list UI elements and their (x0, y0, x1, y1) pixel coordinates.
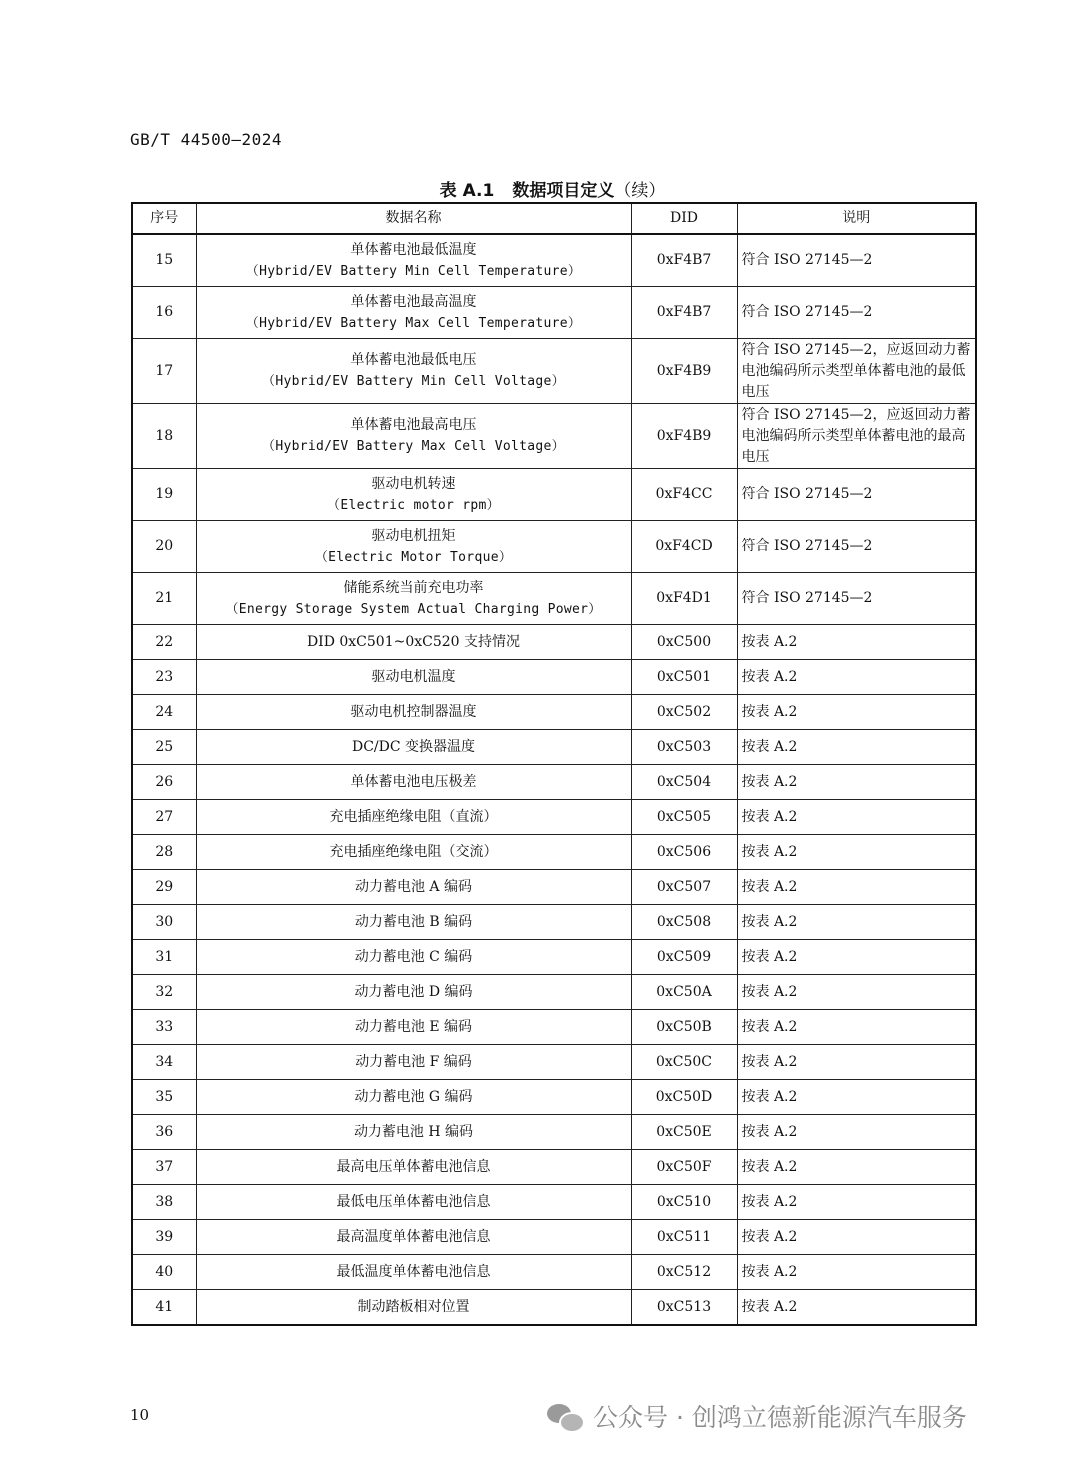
col-header-name: 数据名称 (196, 203, 631, 234)
cell-name (196, 905, 631, 940)
cell-name (196, 870, 631, 905)
wechat-icon (545, 1400, 585, 1432)
cell-number: 15 (132, 234, 196, 287)
watermark-text: 公众号 · 创鸿立德新能源汽车服务 (593, 1403, 967, 1432)
cell-did: 0xC510 (631, 1185, 737, 1220)
cell-name-zh: 储能系统当前充电功率 (343, 579, 484, 596)
cell-name (196, 469, 631, 521)
cell-name-zh: 单体蓄电池电压极差 (350, 773, 477, 790)
cell-did: 0xC50A (631, 975, 737, 1010)
table-row (132, 1080, 976, 1115)
cell-name-en: （Hybrid/EV Battery Max Cell Voltage） (262, 439, 565, 454)
cell-name (196, 1255, 631, 1290)
cell-description: 按表 A.2 (737, 730, 976, 765)
cell-name (196, 1220, 631, 1255)
table-title-text: 数据项目定义 (512, 181, 615, 201)
cell-description: 按表 A.2 (737, 1255, 976, 1290)
cell-name (196, 404, 631, 469)
cell-description: 符合 ISO 27145—2 (737, 234, 976, 287)
table-row (132, 800, 976, 835)
document-code: GB/T 44500—2024 (130, 130, 282, 149)
table-row (132, 660, 976, 695)
table-row (132, 1150, 976, 1185)
cell-description: 按表 A.2 (737, 765, 976, 800)
cell-number: 16 (132, 287, 196, 339)
cell-number: 32 (132, 975, 196, 1010)
cell-name (196, 765, 631, 800)
cell-name-zh: 驱动电机控制器温度 (350, 703, 477, 720)
cell-description: 按表 A.2 (737, 905, 976, 940)
cell-did: 0xF4B7 (631, 287, 737, 339)
cell-name (196, 835, 631, 870)
cell-name-zh: 动力蓄电池 D 编码 (354, 983, 473, 1000)
cell-description: 按表 A.2 (737, 1150, 976, 1185)
table-row (132, 1010, 976, 1045)
col-header-did: DID (631, 203, 737, 234)
table-row (132, 835, 976, 870)
table-title (130, 176, 975, 201)
cell-description: 按表 A.2 (737, 695, 976, 730)
cell-did: 0xC505 (631, 800, 737, 835)
cell-name-en: （Hybrid/EV Battery Min Cell Temperature） (245, 263, 582, 279)
cell-name-zh: 单体蓄电池最低电压 (350, 352, 477, 368)
cell-description: 按表 A.2 (737, 975, 976, 1010)
cell-name-zh: 最高电压单体蓄电池信息 (336, 1158, 491, 1175)
cell-name-zh: 最低电压单体蓄电池信息 (336, 1193, 491, 1210)
cell-description: 符合 ISO 27145—2 (737, 287, 976, 339)
cell-did: 0xC50D (631, 1080, 737, 1115)
cell-description: 符合 ISO 27145—2，应返回动力蓄电池编码所示类型单体蓄电池的最低电压 (737, 339, 976, 404)
cell-name-zh: 动力蓄电池 G 编码 (354, 1088, 473, 1105)
table-row (132, 625, 976, 660)
cell-number: 21 (132, 573, 196, 625)
col-header-description: 说明 (737, 203, 976, 234)
cell-name-zh: 驱动电机温度 (371, 668, 456, 685)
table-row (132, 730, 976, 765)
table-body (132, 234, 976, 1325)
cell-description: 按表 A.2 (737, 1080, 976, 1115)
cell-did: 0xC503 (631, 730, 737, 765)
cell-did: 0xC50B (631, 1010, 737, 1045)
col-header-number: 序号 (132, 203, 196, 234)
cell-name (196, 234, 631, 287)
cell-name (196, 521, 631, 573)
cell-number: 33 (132, 1010, 196, 1045)
cell-name (196, 1290, 631, 1326)
cell-did: 0xC507 (631, 870, 737, 905)
watermark (545, 1398, 967, 1434)
cell-name-en: （Electric Motor Torque） (314, 549, 513, 565)
table-row (132, 521, 976, 573)
table-row (132, 870, 976, 905)
cell-did: 0xC50F (631, 1150, 737, 1185)
cell-name-zh: 动力蓄电池 E 编码 (354, 1018, 473, 1035)
table-number: 表 A.1 (439, 181, 495, 201)
cell-name (196, 975, 631, 1010)
cell-name-zh: 单体蓄电池最高电压 (350, 417, 477, 433)
cell-did: 0xC509 (631, 940, 737, 975)
cell-number: 24 (132, 695, 196, 730)
cell-description: 按表 A.2 (737, 1115, 976, 1150)
cell-number: 31 (132, 940, 196, 975)
table-row (132, 940, 976, 975)
cell-number: 25 (132, 730, 196, 765)
table-row (132, 1255, 976, 1290)
cell-name (196, 695, 631, 730)
cell-name-zh: 单体蓄电池最低温度 (350, 241, 477, 258)
cell-name (196, 660, 631, 695)
cell-number: 20 (132, 521, 196, 573)
cell-did: 0xC513 (631, 1290, 737, 1326)
cell-did: 0xF4CD (631, 521, 737, 573)
cell-name-zh: DC/DC 变换器温度 (351, 738, 476, 755)
cell-did: 0xC512 (631, 1255, 737, 1290)
table-row (132, 404, 976, 469)
cell-name-zh: DID 0xC501~0xC520 支持情况 (306, 633, 521, 650)
table-row (132, 975, 976, 1010)
table-row (132, 573, 976, 625)
cell-description: 按表 A.2 (737, 800, 976, 835)
cell-name (196, 339, 631, 404)
table-row (132, 1220, 976, 1255)
cell-did: 0xC508 (631, 905, 737, 940)
cell-name-zh: 最低温度单体蓄电池信息 (336, 1263, 491, 1280)
cell-number: 28 (132, 835, 196, 870)
cell-name (196, 573, 631, 625)
cell-number: 30 (132, 905, 196, 940)
cell-number: 39 (132, 1220, 196, 1255)
cell-did: 0xF4B9 (631, 404, 737, 469)
cell-number: 17 (132, 339, 196, 404)
cell-name (196, 1185, 631, 1220)
cell-did: 0xC504 (631, 765, 737, 800)
table-continued-label: （续） (614, 181, 666, 201)
cell-number: 29 (132, 870, 196, 905)
cell-description: 按表 A.2 (737, 1220, 976, 1255)
cell-name (196, 625, 631, 660)
cell-name-zh: 单体蓄电池最高温度 (350, 293, 477, 310)
cell-did: 0xC50C (631, 1045, 737, 1080)
table-row (132, 234, 976, 287)
cell-name-zh: 最高温度单体蓄电池信息 (336, 1228, 491, 1245)
cell-name (196, 1080, 631, 1115)
cell-name-zh: 充电插座绝缘电阻（直流） (329, 808, 498, 825)
cell-number: 36 (132, 1115, 196, 1150)
cell-description: 按表 A.2 (737, 1290, 976, 1326)
cell-description: 按表 A.2 (737, 870, 976, 905)
cell-did: 0xC50E (631, 1115, 737, 1150)
cell-name-zh: 动力蓄电池 H 编码 (353, 1123, 474, 1140)
table-row (132, 1115, 976, 1150)
cell-description: 符合 ISO 27145—2 (737, 573, 976, 625)
cell-did: 0xF4CC (631, 469, 737, 521)
cell-number: 38 (132, 1185, 196, 1220)
table-row (132, 905, 976, 940)
cell-number: 18 (132, 404, 196, 469)
table-row (132, 1045, 976, 1080)
cell-number: 27 (132, 800, 196, 835)
cell-name-zh: 充电插座绝缘电阻（交流） (329, 843, 498, 860)
cell-did: 0xC502 (631, 695, 737, 730)
cell-number: 40 (132, 1255, 196, 1290)
cell-name (196, 730, 631, 765)
cell-number: 22 (132, 625, 196, 660)
page-number: 10 (130, 1406, 150, 1424)
cell-name-zh: 动力蓄电池 F 编码 (355, 1053, 472, 1070)
cell-number: 35 (132, 1080, 196, 1115)
cell-number: 23 (132, 660, 196, 695)
cell-description: 按表 A.2 (737, 625, 976, 660)
cell-description: 符合 ISO 27145—2 (737, 469, 976, 521)
cell-did: 0xC501 (631, 660, 737, 695)
cell-name-zh: 动力蓄电池 B 编码 (354, 913, 473, 930)
cell-description: 按表 A.2 (737, 835, 976, 870)
cell-name (196, 287, 631, 339)
table-row (132, 1185, 976, 1220)
cell-name-zh: 动力蓄电池 C 编码 (354, 948, 473, 965)
table-row (132, 1290, 976, 1326)
cell-name (196, 940, 631, 975)
cell-name-zh: 制动踏板相对位置 (357, 1298, 470, 1315)
cell-description: 按表 A.2 (737, 940, 976, 975)
cell-name (196, 1150, 631, 1185)
table-row (132, 765, 976, 800)
cell-did: 0xF4D1 (631, 573, 737, 625)
table-header-row (132, 203, 976, 234)
cell-did: 0xC511 (631, 1220, 737, 1255)
cell-description: 按表 A.2 (737, 1185, 976, 1220)
cell-did: 0xC506 (631, 835, 737, 870)
cell-did: 0xF4B7 (631, 234, 737, 287)
cell-number: 41 (132, 1290, 196, 1326)
cell-name (196, 1045, 631, 1080)
cell-name-en: （Hybrid/EV Battery Min Cell Voltage） (262, 374, 565, 389)
cell-description: 按表 A.2 (737, 660, 976, 695)
cell-number: 37 (132, 1150, 196, 1185)
cell-name (196, 1115, 631, 1150)
cell-name (196, 1010, 631, 1045)
cell-description: 符合 ISO 27145—2，应返回动力蓄电池编码所示类型单体蓄电池的最高电压 (737, 404, 976, 469)
cell-number: 26 (132, 765, 196, 800)
cell-description: 按表 A.2 (737, 1010, 976, 1045)
cell-name-zh: 驱动电机扭矩 (371, 527, 456, 544)
cell-name-en: （Hybrid/EV Battery Max Cell Temperature） (245, 315, 582, 331)
table-row (132, 469, 976, 521)
cell-name-en: （Energy Storage System Actual Charging Power） (225, 601, 602, 617)
cell-number: 34 (132, 1045, 196, 1080)
table-row (132, 695, 976, 730)
cell-name (196, 800, 631, 835)
cell-did: 0xC500 (631, 625, 737, 660)
cell-name-en: （Electric motor rpm） (327, 497, 500, 513)
table-row (132, 339, 976, 404)
cell-name-zh: 动力蓄电池 A 编码 (354, 878, 472, 895)
cell-description: 按表 A.2 (737, 1045, 976, 1080)
cell-description: 符合 ISO 27145—2 (737, 521, 976, 573)
table-row (132, 287, 976, 339)
cell-number: 19 (132, 469, 196, 521)
cell-did: 0xF4B9 (631, 339, 737, 404)
cell-name-zh: 驱动电机转速 (371, 475, 456, 492)
data-item-table (131, 202, 977, 1326)
